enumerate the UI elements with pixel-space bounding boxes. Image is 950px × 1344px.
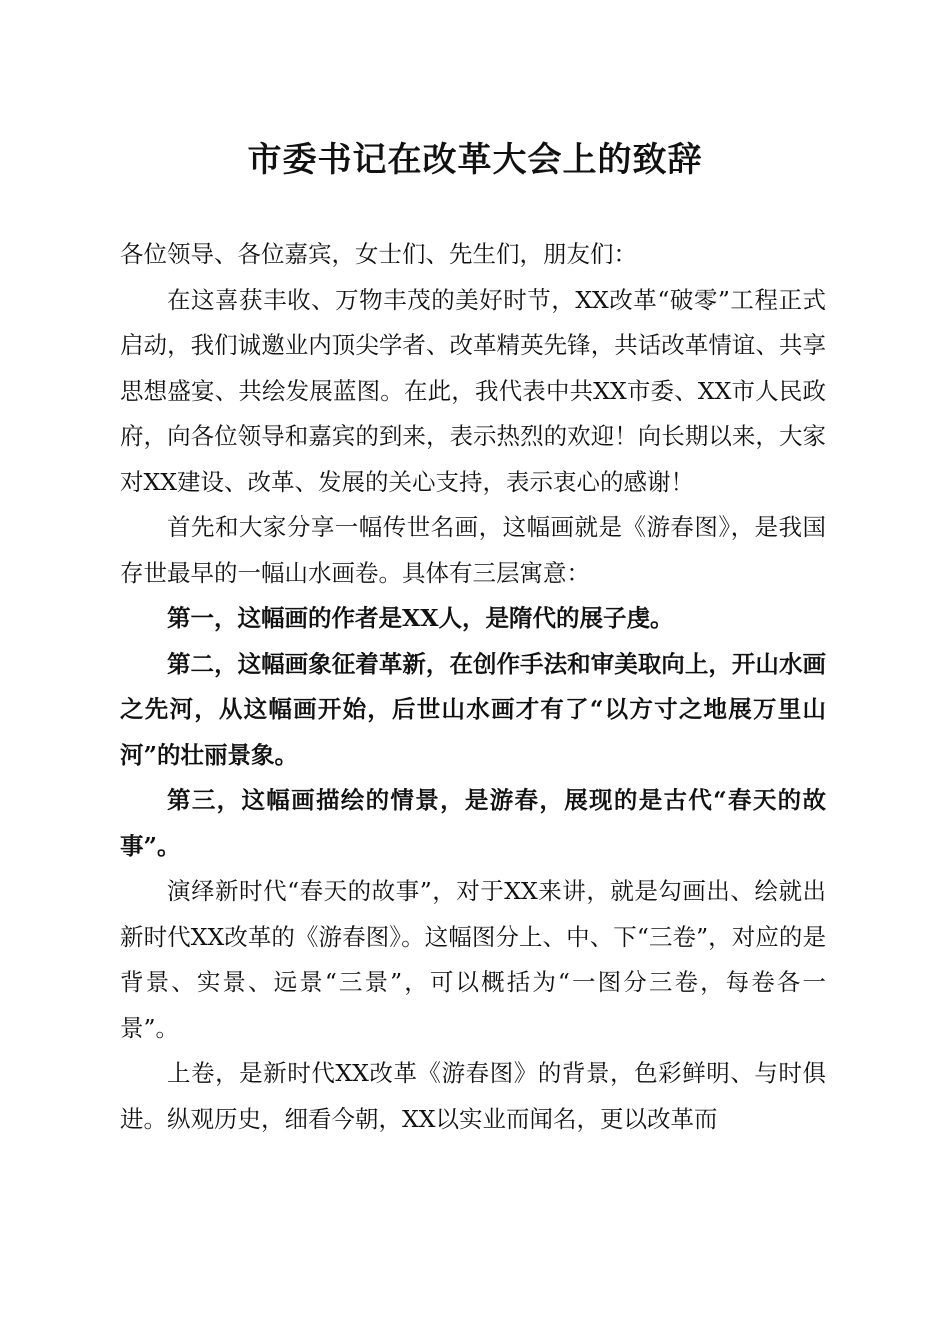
paragraph-painting-intro: 首先和大家分享一幅传世名画，这幅画就是《游春图》，是我国存世最早的一幅山水画卷。具体有三层寓意：	[120, 513, 826, 587]
paragraph-point-one: 第一，这幅画的作者是XX人，是隋代的展子虔。	[167, 604, 674, 632]
paragraph-point-two: 第二，这幅画象征着革新，在创作手法和审美取向上，开山水画之先河，从这幅画开始，后世山水画才有了“以方寸之地展万里山河”的壮丽景象。	[120, 649, 826, 769]
paragraph-upper-scroll: 上卷，是新时代XX改革《游春图》的背景，色彩鲜明、与时俱进。纵观历史，细看今朝，XX以实业而闻名，更以改革而	[120, 1059, 826, 1133]
paragraph-spring-story: 演绎新时代“春天的故事”，对于XX来讲，就是勾画出、绘就出新时代XX改革的《游春图》。这幅图分上、中、下“三卷”，对应的是背景、实景、远景“三景”，可以概括为“一图分三卷，每卷各一景”。	[120, 877, 826, 1042]
paragraph-point-three: 第三，这幅画描绘的情景，是游春，展现的是古代“春天的故事”。	[120, 786, 826, 860]
salutation: 各位领导、各位嘉宾，女士们、先生们，朋友们：	[120, 240, 637, 268]
paragraph-opening: 在这喜获丰收、万物丰茂的美好时节，XX改革“破零”工程正式启动，我们诚邀业内顶尖学者、改革精英先锋，共话改革情谊、共享思想盛宴、共绘发展蓝图。在此，我代表中共XX市委、XX市人民政府，向各位领导和嘉宾的到来，表示热烈的欢迎！向长期以来，大家对XX建设、改革、发展的关心支持，表示衷心的感谢！	[120, 285, 826, 496]
document-body	[120, 232, 826, 1142]
document-title: 市委书记在改革大会上的致辞	[247, 140, 703, 180]
